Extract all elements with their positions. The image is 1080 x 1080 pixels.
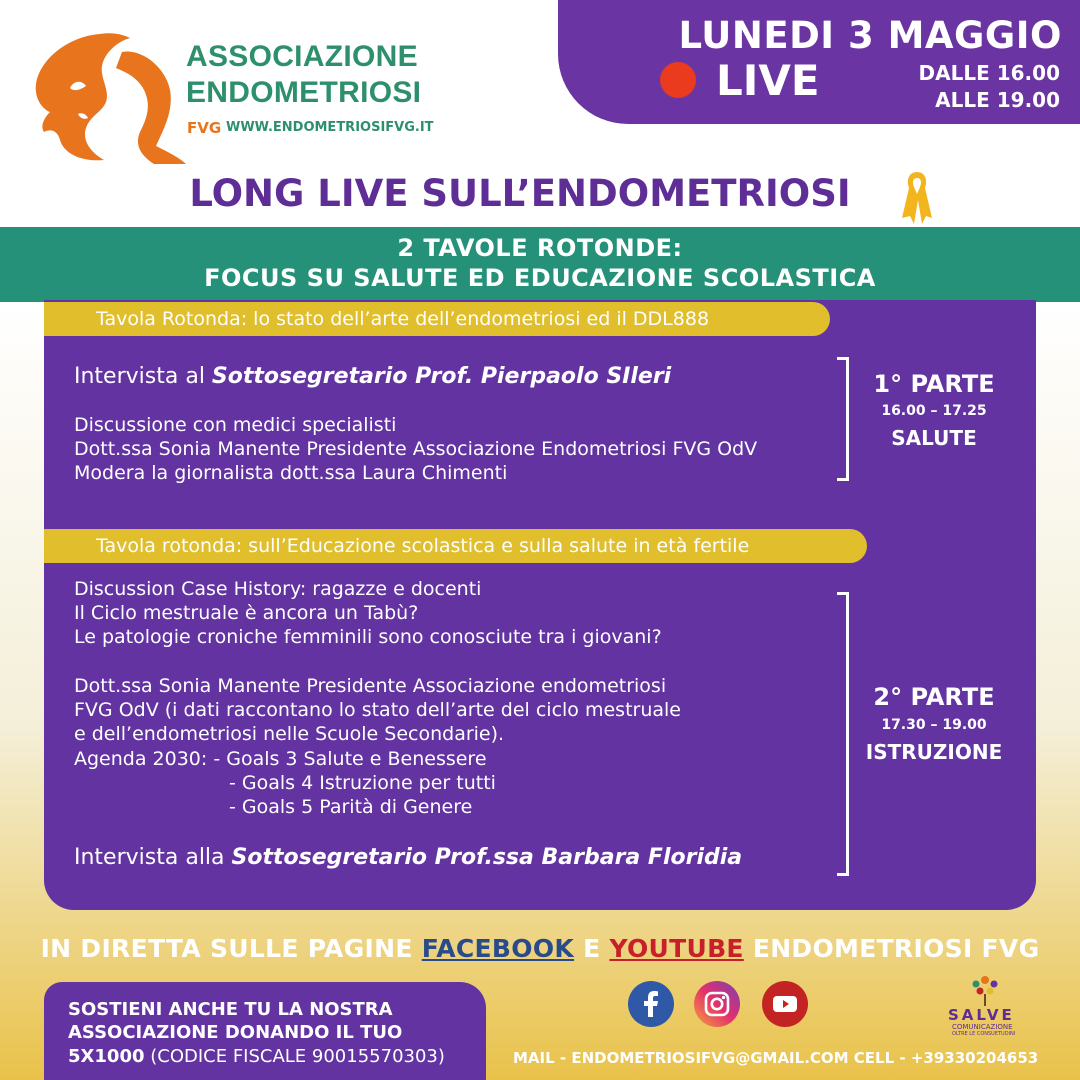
- live-label: LIVE: [716, 56, 820, 105]
- donate-5x1000: 5X1000: [68, 1046, 145, 1067]
- donate-line2: ASSOCIAZIONE DONANDO IL TUO: [68, 1022, 403, 1043]
- table1-tab: Tavola Rotonda: lo stato dell’arte dell’endometriosi ed il DDL888: [44, 302, 830, 336]
- subtitle-line1: 2 TAVOLE ROTONDE:: [397, 234, 683, 262]
- cell-label: CELL -: [848, 1049, 911, 1067]
- page-title-text: LONG LIVE SULL’ENDOMETRIOSI: [189, 172, 851, 215]
- event-end-time: ALLE 19.00: [935, 88, 1060, 112]
- live-dot-icon: [660, 62, 696, 98]
- event-start-time: DALLE 16.00: [918, 61, 1060, 85]
- salve-logo-icon: [965, 972, 1005, 1008]
- table2-line: - Goals 4 Istruzione per tutti: [229, 772, 496, 794]
- facebook-link[interactable]: FACEBOOK: [421, 934, 575, 963]
- part1-time: 16.00 – 17.25: [881, 403, 987, 419]
- youtube-glyph-icon: [762, 981, 808, 1027]
- table1-line: Modera la giornalista dott.ssa Laura Chimenti: [74, 462, 508, 484]
- youtube-icon[interactable]: [762, 981, 808, 1027]
- facebook-icon[interactable]: [628, 981, 674, 1027]
- donate-tax-code: (CODICE FISCALE 90015570303): [144, 1046, 445, 1067]
- donate-line3: [68, 1046, 445, 1067]
- table2-line: Le patologie croniche femminili sono conosciute tra i giovani?: [74, 626, 662, 648]
- table2-line: e dell’endometriosi nelle Scuole Secondarie).: [74, 723, 505, 745]
- table2-line: FVG OdV (i dati raccontano lo stato dell’arte del ciclo mestruale: [74, 699, 681, 721]
- part2-bracket: [837, 592, 849, 876]
- youtube-link[interactable]: YOUTUBE: [609, 934, 744, 963]
- part1-title: 1° PARTE: [873, 370, 995, 398]
- mail-link[interactable]: ENDOMETRIOSIFVG@GMAIL.COM: [571, 1049, 849, 1067]
- part1-subject: SALUTE: [891, 426, 977, 450]
- org-region: FVG: [187, 119, 222, 137]
- donate-line1: SOSTIENI ANCHE TU LA NOSTRA: [68, 999, 393, 1020]
- broadcast-line: [0, 934, 1080, 963]
- broadcast-suffix: ENDOMETRIOSI FVG: [743, 934, 1040, 963]
- sponsor-name: SALVE: [948, 1006, 1015, 1024]
- org-name-line1: ASSOCIAZIONE: [186, 40, 418, 73]
- table1-line: Discussione con medici specialisti: [74, 414, 397, 436]
- table2-interview-prefix: Intervista alla: [74, 845, 232, 870]
- sponsor-tagline2: OLTRE LE CONSUETUDINI: [952, 1031, 1016, 1037]
- table1-interview-name: Sottosegretario Prof. Pierpaolo SIleri: [211, 364, 672, 389]
- table2-line: Il Ciclo mestruale è ancora un Tabù?: [74, 602, 419, 624]
- awareness-ribbon-icon: [900, 168, 934, 226]
- cell-number[interactable]: +39330204653: [910, 1049, 1039, 1067]
- contact-line: [513, 1049, 1038, 1067]
- mail-label: MAIL -: [513, 1049, 572, 1067]
- facebook-glyph-icon: [628, 981, 674, 1027]
- event-date: LUNEDI 3 MAGGIO: [678, 14, 1062, 57]
- association-logo-icon: [30, 28, 190, 168]
- table2-line: Discussion Case History: ragazze e docenti: [74, 578, 482, 600]
- part2-time: 17.30 – 19.00: [881, 717, 987, 733]
- table1-interview: [74, 364, 671, 389]
- table2-interview: [74, 845, 742, 870]
- table1-line: Dott.ssa Sonia Manente Presidente Associazione Endometriosi FVG OdV: [74, 438, 758, 460]
- part2-subject: ISTRUZIONE: [865, 740, 1003, 764]
- part2-title: 2° PARTE: [873, 683, 995, 711]
- instagram-glyph-icon: [694, 981, 740, 1027]
- table2-line: Agenda 2030: - Goals 3 Salute e Benessere: [74, 748, 487, 770]
- table2-line: - Goals 5 Parità di Genere: [229, 796, 473, 818]
- sponsor-tagline: COMUNICAZIONE: [952, 1023, 1013, 1031]
- instagram-icon[interactable]: [694, 981, 740, 1027]
- part1-bracket: [837, 357, 849, 481]
- broadcast-and: E: [574, 934, 610, 963]
- table2-tab: Tavola rotonda: sull’Educazione scolastica e sulla salute in età fertile: [44, 529, 867, 563]
- table2-interview-name: Sottosegretario Prof.ssa Barbara Floridia: [231, 845, 743, 870]
- subtitle-line2: FOCUS SU SALUTE ED EDUCAZIONE SCOLASTICA: [204, 264, 876, 292]
- broadcast-prefix: IN DIRETTA SULLE PAGINE: [40, 934, 422, 963]
- table1-interview-prefix: Intervista al: [74, 364, 212, 389]
- org-name-line2: ENDOMETRIOSI: [186, 76, 422, 109]
- org-website-link[interactable]: WWW.ENDOMETRIOSIFVG.IT: [226, 120, 434, 135]
- table2-line: Dott.ssa Sonia Manente Presidente Associazione endometriosi: [74, 675, 667, 697]
